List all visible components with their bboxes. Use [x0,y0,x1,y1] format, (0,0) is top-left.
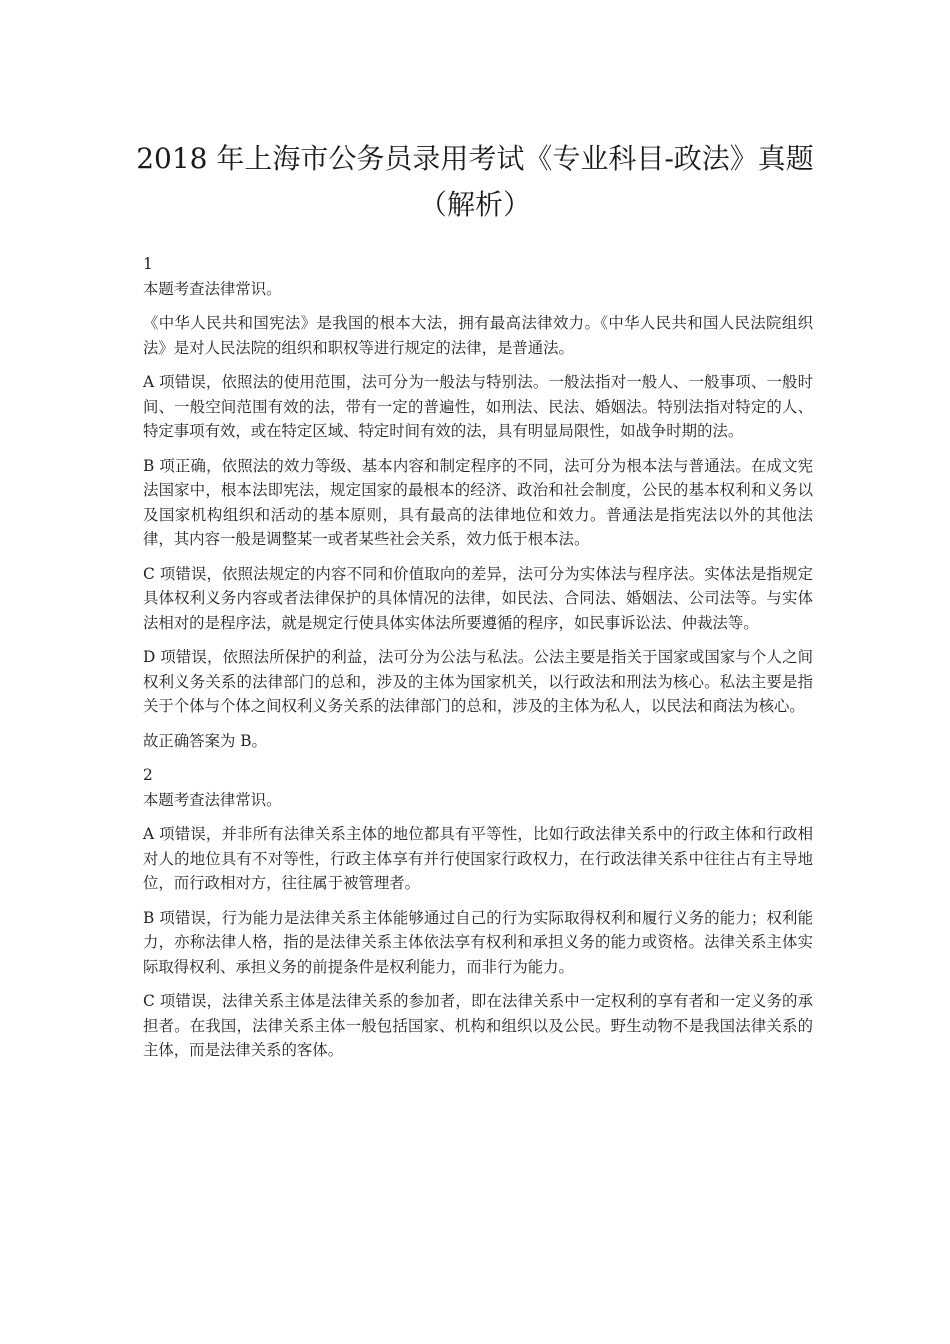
option-c-explanation: C 项错误，依照法规定的内容不同和价值取向的差异，法可分为实体法与程序法。实体法是指规定具体权利义务内容或者法律保护的具体情况的法律，如民法、合同法、婚姻法、公司法等。与实体法相对的是程序法，就是规定行使具体实体法所要遵循的程序，如民事诉讼法、仲裁法等。 [143,564,813,632]
document-title: 2018 年上海市公务员录用考试《专业科目-政法》真题（解析） [136,142,814,221]
explanation-paragraph: 《中华人民共和国宪法》是我国的根本大法，拥有最高法律效力。《中华人民共和国人民法院组织法》是对人民法院的组织和职权等进行规定的法律，是普通法。 [143,314,813,357]
question-number: 2 [143,766,153,784]
question-1 [143,252,813,753]
option-d-explanation: D 项错误，依照法所保护的利益，法可分为公法与私法。公法主要是指关于国家或国家与个人之间权利义务关系的法律部门的总和，涉及的主体为国家机关，以行政法和刑法为核心。私法主要是指关于个体与个体之间权利义务关系的法律部门的总和，涉及的主体为私人，以民法和商法为核心。 [143,648,813,715]
option-b-explanation: B 项正确，依照法的效力等级、基本内容和制定程序的不同，法可分为根本法与普通法。在成文宪法国家中，根本法即宪法，规定国家的最根本的经济、政治和社会制度，公民的基本权利和义务以及国家机构组织和活动的基本原则，具有最高的法律地位和效力。普通法是指宪法以外的其他法律，其内容一般是调整某一或者某些社会关系，效力低于根本法。 [143,456,813,548]
option-a-explanation: A 项错误，并非所有法律关系主体的地位都具有平等性，比如行政法律关系中的行政主体和行政相对人的地位具有不对等性，行政主体享有并行使国家行政权力，在行政法律关系中往往占有主导地位，而行政相对方，往往属于被管理者。 [143,825,813,892]
question-intro: 本题考查法律常识。 [143,279,282,298]
answer-line: 故正确答案为 B。 [143,731,267,750]
option-a-explanation: A 项错误，依照法的使用范围，法可分为一般法与特别法。一般法指对一般人、一般事项、一般时间、一般空间范围有效的法，带有一定的普遍性，如刑法、民法、婚姻法。特别法指对特定的人、特定事项有效，或在特定区域、特定时间有效的法，具有明显局限性，如战争时期的法。 [143,373,813,440]
question-number: 1 [143,255,153,273]
option-c-explanation: C 项错误，法律关系主体是法律关系的参加者，即在法律关系中一定权利的享有者和一定义务的承担者。在我国，法律关系主体一般包括国家、机构和组织以及公民。野生动物不是我国法律关系的主体，而是法律关系的客体。 [143,992,813,1059]
option-b-explanation: B 项错误，行为能力是法律关系主体能够通过自己的行为实际取得权利和履行义务的能力；权利能力，亦称法律人格，指的是法律关系主体依法享有权利和承担义务的能力或资格。法律关系主体实际取得权利、承担义务的前提条件是权利能力，而非行为能力。 [143,908,813,976]
question-2 [143,763,813,1063]
question-intro: 本题考查法律常识。 [143,790,282,809]
document-body [143,252,813,1073]
